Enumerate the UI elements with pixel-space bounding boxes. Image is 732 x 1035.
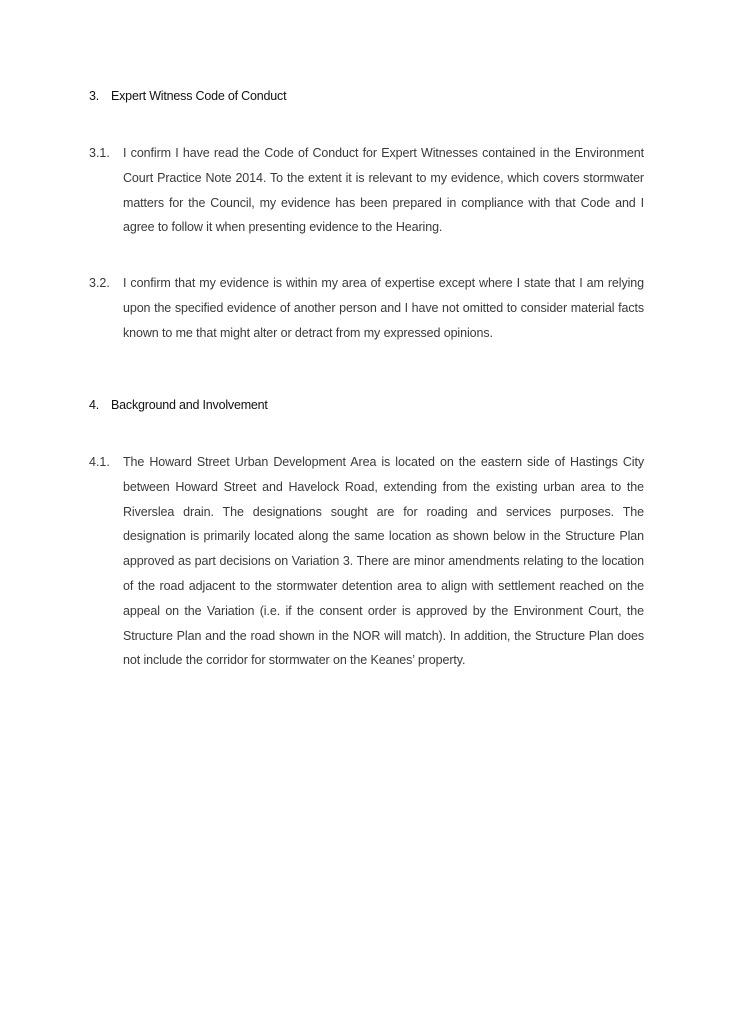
section-heading-background	[89, 398, 268, 412]
section-heading-expert-witness	[89, 89, 286, 103]
section-title: Background and Involvement	[111, 398, 268, 412]
paragraph-3-2	[89, 271, 644, 345]
section-title: Expert Witness Code of Conduct	[111, 89, 287, 103]
paragraph-number: 3.1.	[89, 146, 110, 160]
paragraph-text: I confirm I have read the Code of Conduct for Expert Witnesses contained in the Environment Court Practice Note 2014. To the extent it is relevant to my evidence, which covers stormwater matters for the Council, my evidence has been prepared in compliance with that Code and I agree to follow it when presenting evidence to the Hearing.	[123, 146, 644, 235]
section-number: 3.	[89, 89, 100, 103]
paragraph-3-1	[89, 141, 644, 240]
paragraph-4-1	[89, 450, 644, 673]
section-number: 4.	[89, 398, 100, 412]
paragraph-number: 4.1.	[89, 455, 110, 469]
paragraph-number: 3.2.	[89, 276, 110, 290]
paragraph-text: I confirm that my evidence is within my area of expertise except where I state that I am relying upon the specified evidence of another person and I have not omitted to consider material facts known to me that might alter or detract from my expressed opinions.	[123, 276, 644, 340]
paragraph-text: The Howard Street Urban Development Area is located on the eastern side of Hastings City between Howard Street and Havelock Road, extending from the existing urban area to the Riverslea drain. The designations sought are for roading and services purposes. The designation is primarily located along the same location as shown below in the Structure Plan approved as part decisions on Variation 3. There are minor amendments relating to the location of the road adjacent to the stormwater detention area to align with settlement reached on the appeal on the Variation (i.e. if the consent order is approved by the Environment Court, the Structure Plan and the road shown in the NOR will match). In addition, the Structure Plan does not include the corridor for stormwater on the Keanes’ property.	[123, 455, 644, 668]
